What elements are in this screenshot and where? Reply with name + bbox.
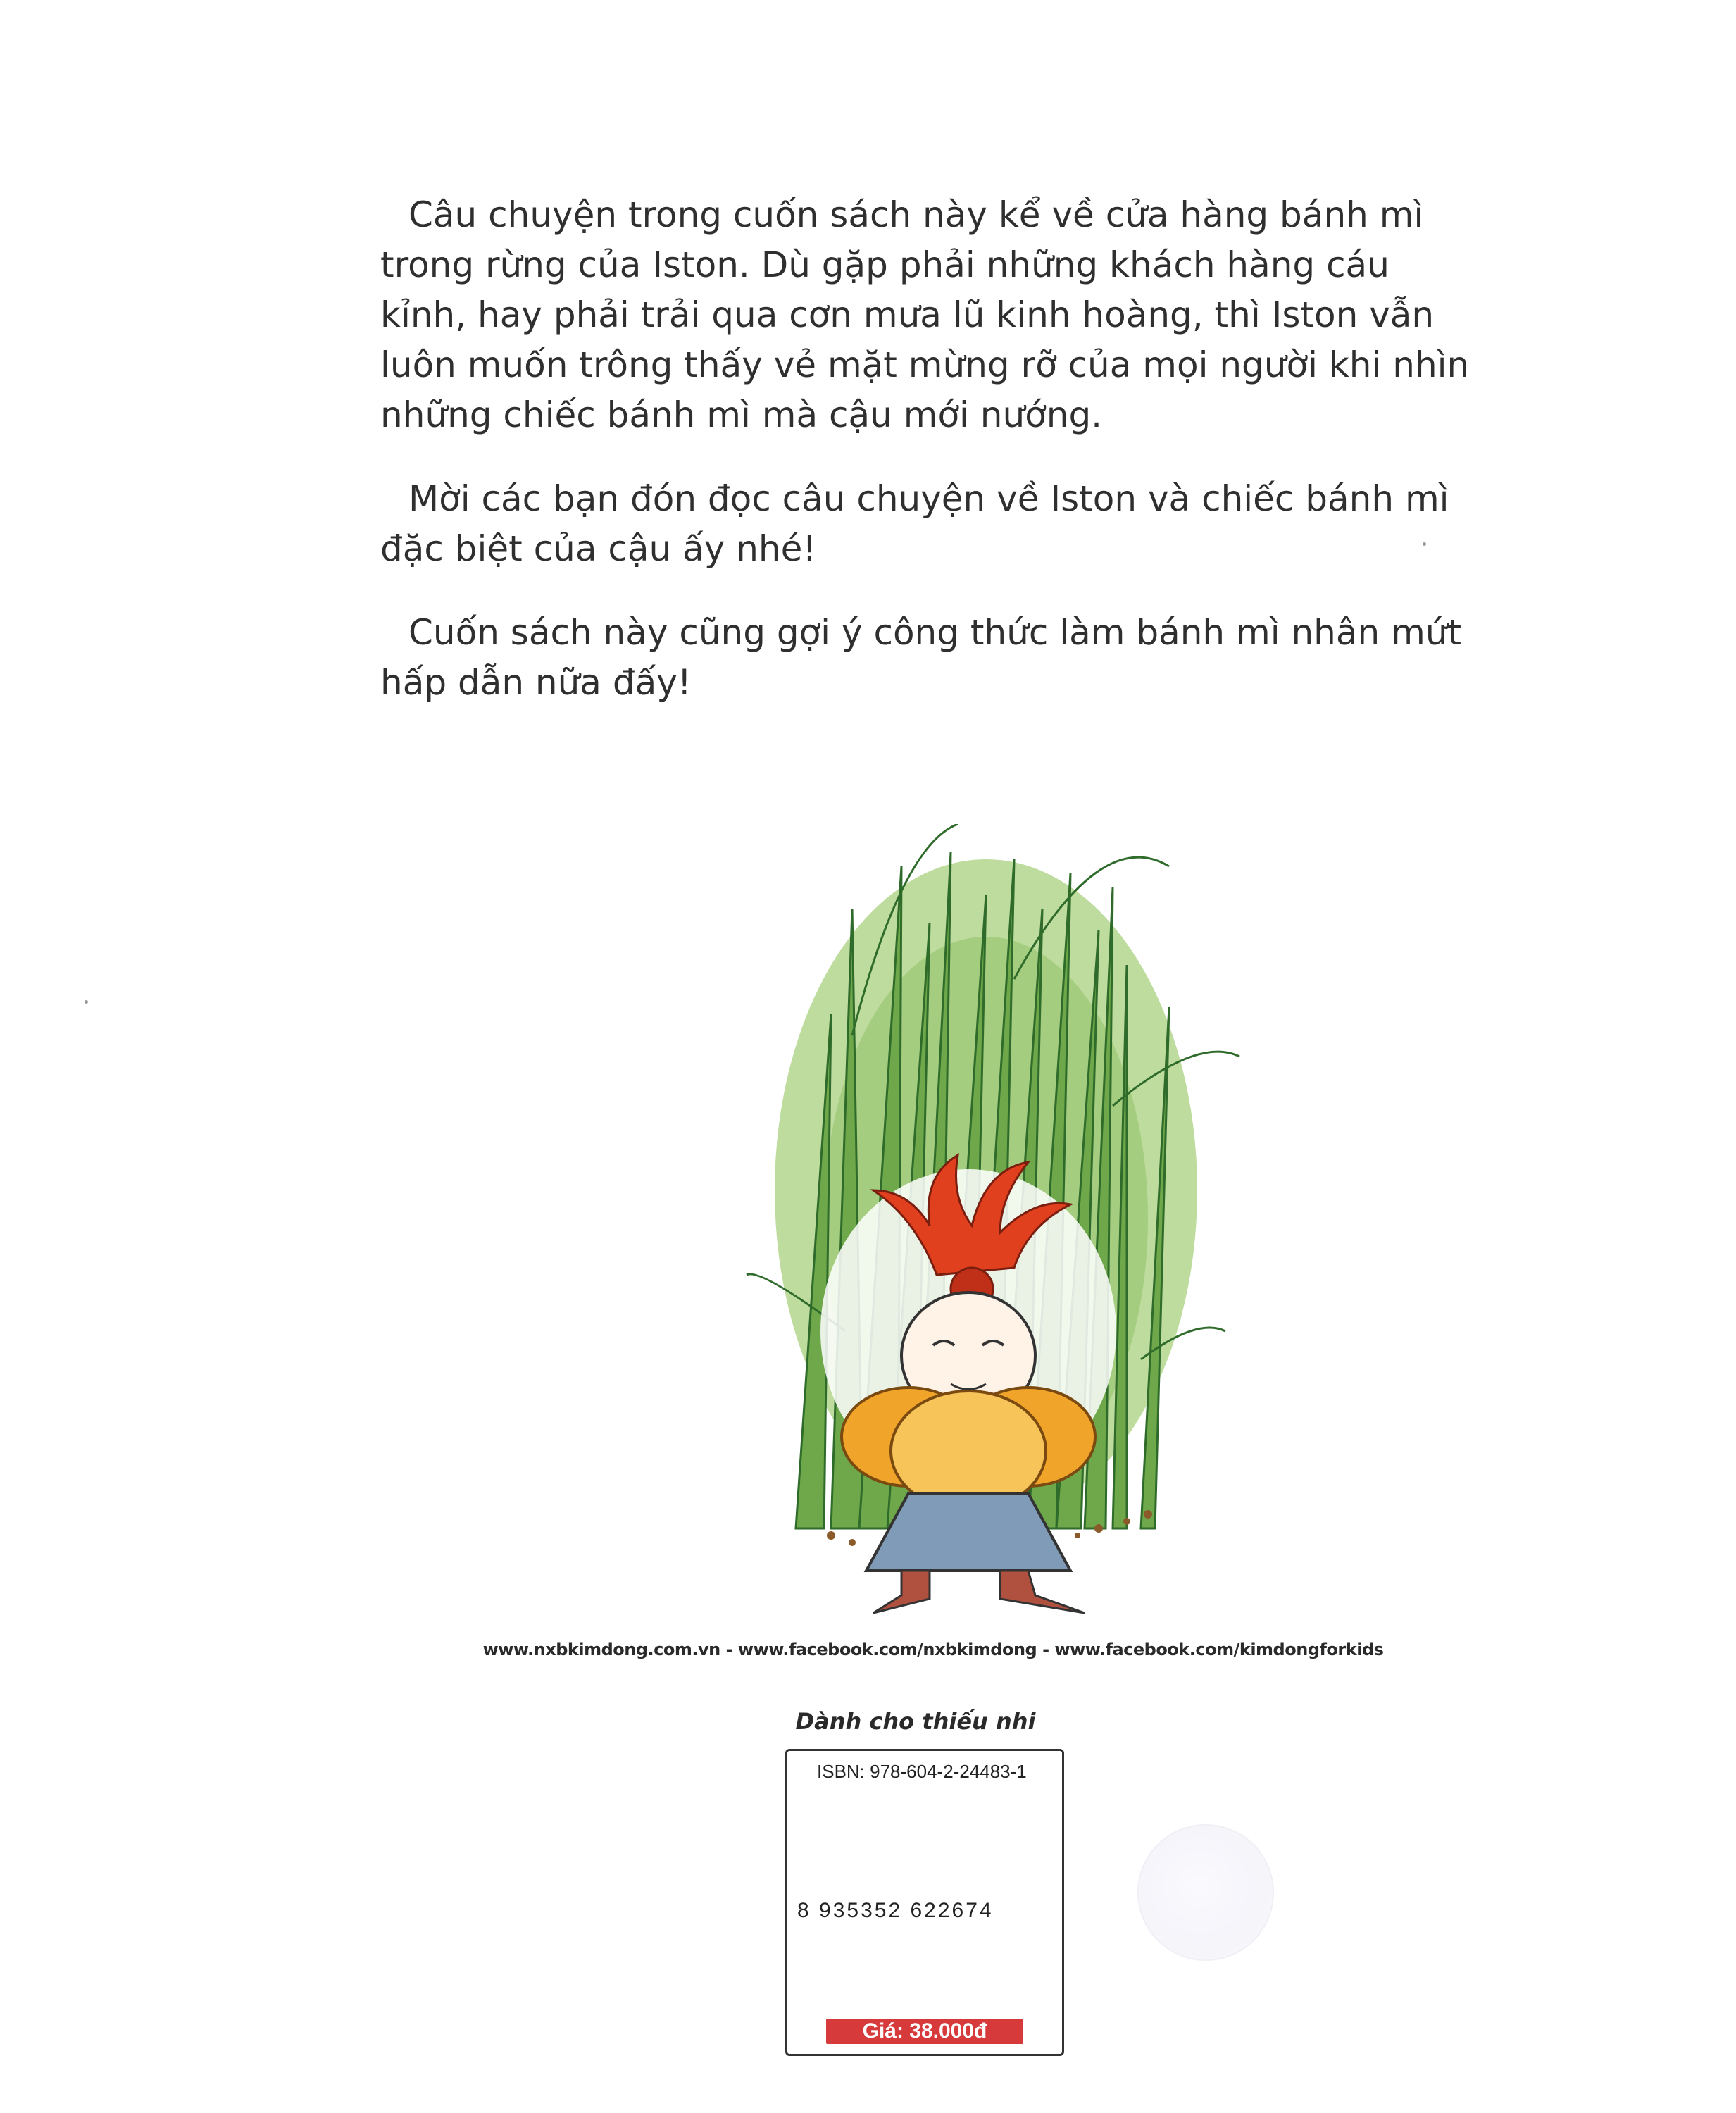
barcode-number: 8 935352 622674 (797, 1899, 994, 1922)
price-tag: Giá: 38.000đ (826, 2019, 1023, 2044)
isbn-label: ISBN: 978-604-2-24483-1 (817, 1761, 1027, 1782)
cover-illustration (620, 824, 1359, 1634)
audience-label: Dành cho thiếu nhi (795, 1708, 1036, 1735)
publisher-web-links: www.nxbkimdong.com.vn - www.facebook.com/nxbkimdong - www.facebook.com/kimdongforkids (482, 1640, 1384, 1659)
blurb-paragraph-2: Mời các bạn đón đọc câu chuyện về Iston và chiếc bánh mì đặc biệt của cậu ấy nhé! (380, 478, 1449, 569)
girl-boot-left (873, 1571, 930, 1613)
hologram-stamp (1137, 1824, 1274, 1961)
blurb-paragraph-3: Cuốn sách này cũng gợi ý công thức làm bánh mì nhân mứt hấp dẫn nữa đấy! (380, 612, 1462, 703)
girl-in-grass-illustration (620, 824, 1359, 1634)
paper-speck (85, 1000, 88, 1004)
back-cover-blurb (380, 190, 1479, 742)
isbn-barcode-box (785, 1749, 1064, 2056)
paper-speck (1423, 542, 1426, 546)
blurb-paragraph-1: Câu chuyện trong cuốn sách này kể về cửa hàng bánh mì trong rừng của Iston. Dù gặp phải những khách hàng cáu kỉnh, hay phải trải qua cơn mưa lũ kinh hoàng, thì Iston vẫn luôn muốn trông thấy vẻ mặt mừng rỡ của mọi người khi nhìn những chiếc bánh mì mà cậu mới nướng. (380, 194, 1470, 435)
girl-boot-right (1000, 1571, 1085, 1613)
